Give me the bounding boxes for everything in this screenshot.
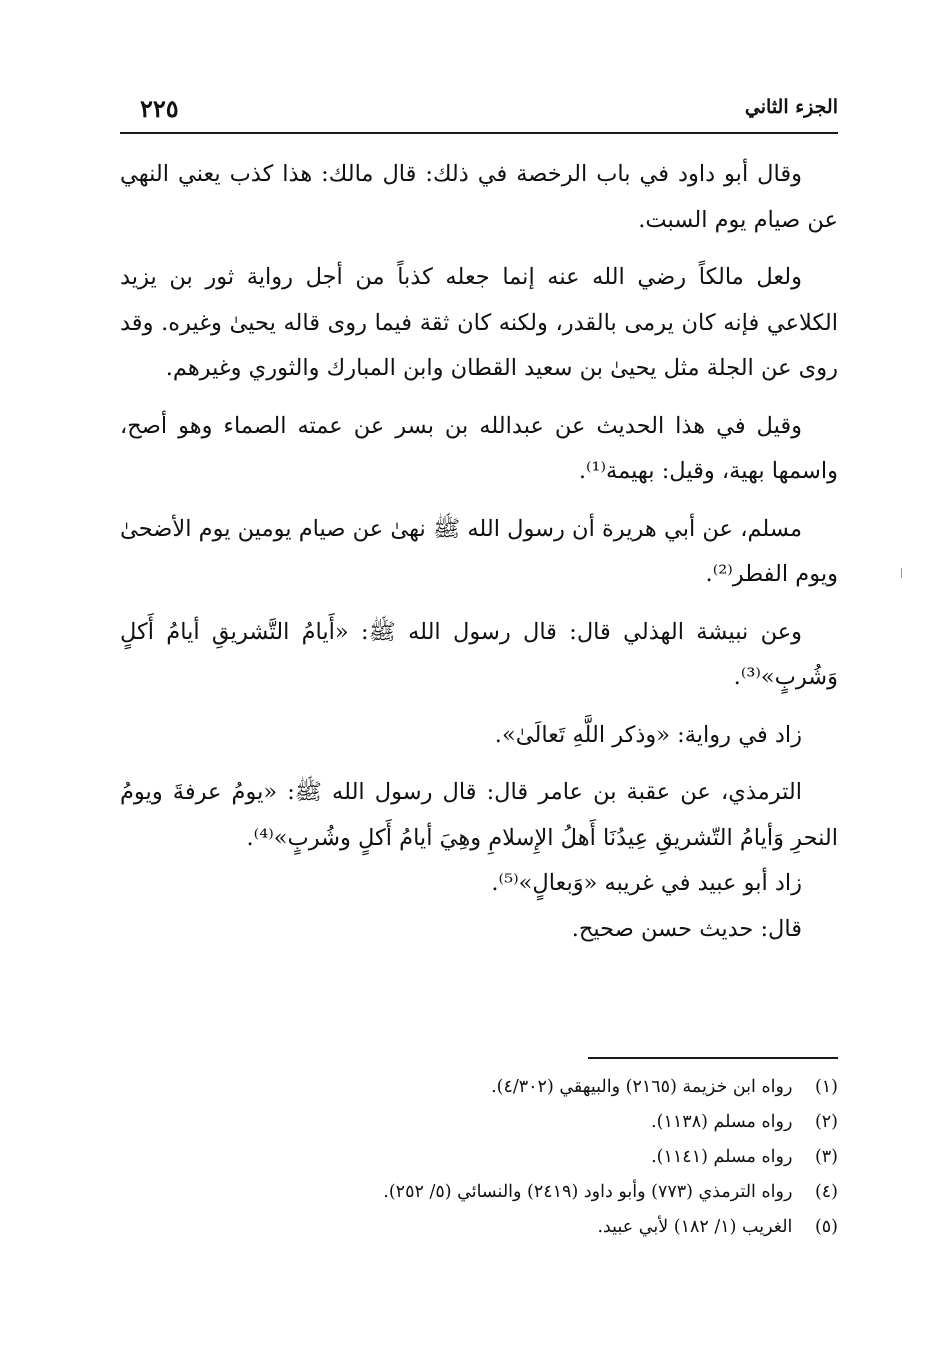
paragraph-muslim: مسلم، عن أبي هريرة أن رسول الله ﷺ نهىٰ عن صيام يومين يوم الأضحىٰ ويوم الفطر⁽²⁾.	[120, 515, 838, 587]
footnote-rule	[588, 1057, 838, 1059]
footnote-item	[120, 1070, 838, 1105]
header-rule	[120, 132, 838, 134]
paragraph-tirmidhi: الترمذي، عن عقبة بن عامر قال: قال رسول الله ﷺ: «يومُ عرفةَ ويومُ النحرِ وَأيامُ التّشريقِ عِيدُنَا أَهلُ الإِسلامِ وهِيَ أيامُ أَكلٍ وشُربٍ»⁽⁴⁾.	[120, 779, 838, 851]
footnote-number: (١)	[814, 1077, 838, 1097]
paragraph-abdullah-bin-busr: وقيل في هذا الحديث عن عبدالله بن بسر عن عمته الصماء وهو أصح، واسمها بهية، وقيل: بهيمة⁽¹⁾.	[120, 412, 838, 484]
footnote-item	[120, 1105, 838, 1140]
footnote-item	[120, 1175, 838, 1210]
footnotes	[120, 1070, 838, 1245]
main-text	[120, 152, 838, 952]
footnote-text: رواه مسلم (١١٤١).	[651, 1147, 793, 1167]
footnote-text: رواه مسلم (١١٣٨).	[651, 1112, 793, 1132]
page-number: ٢٢٥	[140, 94, 179, 123]
paragraph-hasan-sahih: قال: حديث حسن صحيح.	[571, 915, 802, 942]
paragraph-malik: ولعل مالكاً رضي الله عنه إنما جعله كذباً من أجل رواية ثور بن يزيد الكلاعي فإنه كان يرمى بالقدر، ولكنه كان ثقة فيما روى قاله يحيىٰ وغيره. وقد روى عن الجلة مثل يحيىٰ بن سعيد القطان وابن المبارك والثوري وغيرهم.	[120, 264, 838, 381]
footnote-text: رواه ابن خزيمة (٢١٦٥) والبيهقي (٤/٣٠٢).	[491, 1077, 793, 1097]
paragraph-riwaya: زاد في رواية: «وذكر اللَّهِ تَعالَىٰ».	[494, 721, 802, 748]
paragraph-abu-ubaid: زاد أبو عبيد في غريبه «وَبعالٍ»⁽⁵⁾.	[491, 870, 802, 896]
footnote-item	[120, 1210, 838, 1245]
footnote-number: (٣)	[814, 1147, 838, 1167]
footnote-text: رواه الترمذي (٧٧٣) وأبو داود (٢٤١٩) والنسائي (٥/ ٢٥٢).	[383, 1182, 793, 1202]
running-title: الجزء الثاني	[744, 96, 838, 118]
footnote-number: (٥)	[814, 1217, 838, 1237]
scan-mark	[901, 568, 902, 578]
paragraph-nubaisha: وعن نبيشة الهذلي قال: قال رسول الله ﷺ: «أَيامُ التَّشريقِ أيامُ أَكلٍ وَشُربٍ»⁽³⁾.	[120, 618, 838, 690]
footnote-number: (٢)	[814, 1112, 838, 1132]
footnote-item	[120, 1140, 838, 1175]
footnote-number: (٤)	[814, 1182, 838, 1202]
footnote-text: الغريب (١/ ١٨٢) لأبي عبيد.	[597, 1217, 793, 1237]
page-header	[120, 92, 838, 132]
paragraph-abu-dawud: وقال أبو داود في باب الرخصة في ذلك: قال مالك: هذا كذب يعني النهي عن صيام يوم السبت.	[120, 161, 838, 233]
